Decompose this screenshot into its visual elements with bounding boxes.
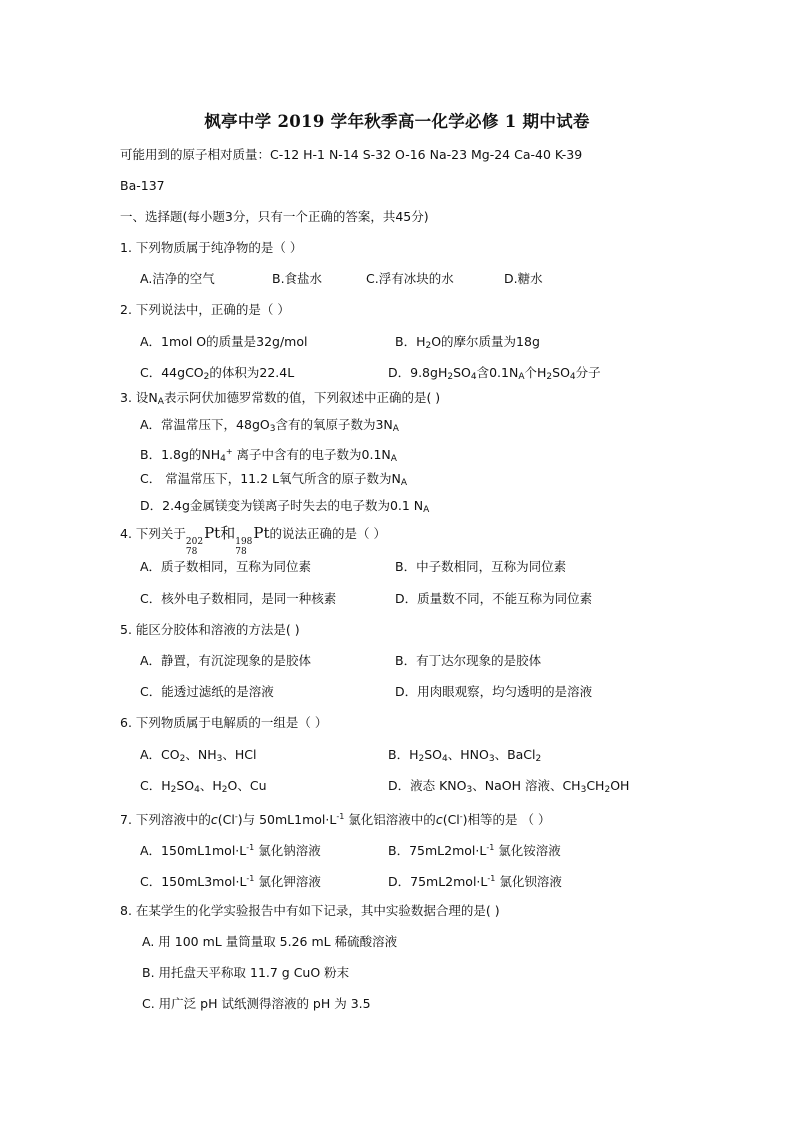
isotope-and: 和 xyxy=(220,524,236,542)
question-1-option-d: D.糖水 xyxy=(504,271,543,286)
question-6-option-d: D．液态 $KNO_3$、NaOH 溶液、$CH_3CH_2OH$ xyxy=(388,778,630,795)
question-3-option-c: C． 常温常压下，11.2 L氧气所含的原子数为$N_A$ xyxy=(140,471,407,488)
question-6-option-a: A．$CO_2$、$NH_3$、HCl xyxy=(140,747,257,764)
question-5-option-b: B．有丁达尔现象的是胶体 xyxy=(395,653,542,668)
question-5-option-c: C．能透过滤纸的是溶液 xyxy=(140,684,274,699)
question-5-stem: 5. 能区分胶体和溶液的方法是( ) xyxy=(120,622,300,637)
page-title: 枫亭中学 2019 学年秋季高一化学必修 1 期中试卷 xyxy=(204,112,590,131)
section-heading: 一、选择题(每小题3分，只有一个正确的答案，共45分) xyxy=(120,209,429,224)
question-2-option-b: B．$H_2O$的摩尔质量为18g xyxy=(395,334,540,351)
question-7-stem: 7. 下列溶液中的c(Cl-)与 $50mL1mol\cdot L^{-1}$ 氯化铝溶液中的c(Cl-)相等的是 （ ） xyxy=(120,812,551,827)
question-4-stem: 4. 下列关于 202 78 Pt和 198 78 Pt的说法正确的是（ ） xyxy=(120,524,387,557)
question-4-option-a: A．质子数相同，互称为同位素 xyxy=(140,559,312,574)
question-2-option-c: C．44gCO$_2$的体积为22.4L xyxy=(140,365,295,382)
question-7-option-c: C．$150mL3mol\cdot L^{-1}$ 氯化钾溶液 xyxy=(140,874,321,889)
question-8-option-b: B. 用托盘天平称取 11.7 g CuO 粉末 xyxy=(142,965,350,980)
question-8-option-c: C. 用广泛 pH 试纸测得溶液的 pH 为 3.5 xyxy=(142,996,371,1011)
question-5-option-a: A．静置，有沉淀现象的是胶体 xyxy=(140,653,312,668)
atomic-masses-line: 可能用到的原子相对质量：C-12 H-1 N-14 S-32 O-16 Na-23 Mg-24 Ca-40 K-39 xyxy=(120,147,583,162)
question-1-option-c: C.浮有冰块的水 xyxy=(366,271,454,286)
question-1-option-a: A.洁净的空气 xyxy=(140,271,215,286)
atomic-masses-line-continued: Ba-137 xyxy=(120,178,165,193)
question-6-option-c: C．$H_2SO_4$、$H_2O$、Cu xyxy=(140,778,267,795)
question-8-option-a: A. 用 100 mL 量筒量取 5.26 mL 稀硫酸溶液 xyxy=(142,934,398,949)
question-3-option-d: D．2.4g金属镁变为镁离子时失去的电子数为0.1 $N_A$ xyxy=(140,498,430,515)
question-2-option-d: D．$9.8gH_2SO_4$含$0.1N_A$个$H_2SO_4$分子 xyxy=(388,365,601,382)
isotope-pt-202: 202 78 Pt xyxy=(185,524,221,557)
question-7-option-d: D．$75mL2mol\cdot L^{-1}$ 氯化钡溶液 xyxy=(388,874,562,889)
isotope-pt-198: 198 78 Pt xyxy=(235,524,270,557)
question-3-option-a: A．常温常压下，$48gO_3$含有的氧原子数为$3N_A$ xyxy=(140,417,399,434)
question-1-option-b: B.食盐水 xyxy=(272,271,323,286)
question-5-option-d: D．用肉眼观察，均匀透明的是溶液 xyxy=(395,684,593,699)
question-4-option-d: D．质量数不同，不能互称为同位素 xyxy=(395,591,593,606)
question-1-stem: 1. 下列物质属于纯净物的是（ ） xyxy=(120,240,303,255)
question-3-option-b: B．1.8g的$NH_4^+$ 离子中含有的电子数为$0.1N_A$ xyxy=(140,447,397,464)
question-2-option-a: A．1mol O的质量是32g/mol xyxy=(140,334,308,349)
question-6-option-b: B．$H_2SO_4$、$HNO_3$、BaCl$_2$ xyxy=(388,747,542,764)
question-8-stem: 8. 在某学生的化学实验报告中有如下记录，其中实验数据合理的是( ) xyxy=(120,903,500,918)
question-7-option-a: A．$150mL1mol\cdot L^{-1}$ 氯化钠溶液 xyxy=(140,843,321,858)
question-7-option-b: B．$75mL2mol\cdot L^{-1}$ 氯化铵溶液 xyxy=(388,843,561,858)
question-4-option-c: C．核外电子数相同，是同一种核素 xyxy=(140,591,337,606)
question-3-stem: 3. 设$N_A$表示阿伏加德罗常数的值，下列叙述中正确的是( ) xyxy=(120,390,441,407)
question-6-stem: 6. 下列物质属于电解质的一组是（ ） xyxy=(120,715,328,730)
question-4-option-b: B．中子数相同，互称为同位素 xyxy=(395,559,567,574)
question-2-stem: 2. 下列说法中，正确的是（ ） xyxy=(120,302,290,317)
